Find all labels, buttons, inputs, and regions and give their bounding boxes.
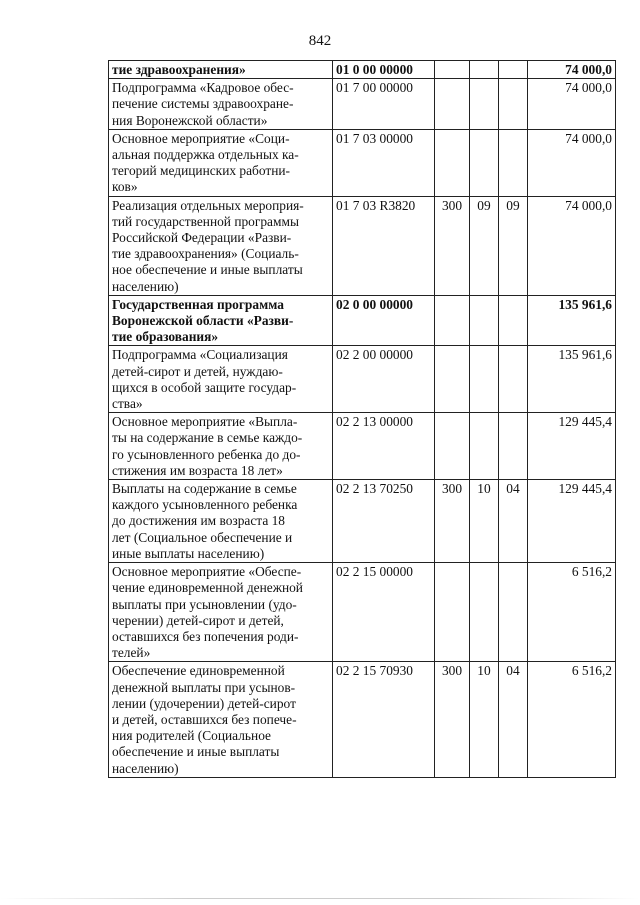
row-code-cell: 02 2 13 70250 <box>333 480 435 563</box>
row-name-text: Реализация отдельных мероприя- тий государственной программы Российской Федерации «Разви- тие здравоохранения» (Социаль- ное обеспечение и иные выплаты населению) <box>112 197 304 294</box>
row-name-cell <box>109 662 333 777</box>
row-subsection-cell <box>499 61 528 79</box>
row-name-text: Основное мероприятие «Обеспе- чение единовременной денежной выплаты при усыновлении (удо- черении) детей-сирот и детей, оставшихся без попечения роди- телей» <box>112 564 303 661</box>
row-section-cell <box>470 346 499 413</box>
row-expense-type-cell <box>435 563 470 662</box>
row-subsection-cell <box>499 79 528 130</box>
row-subsection-cell: 04 <box>499 480 528 563</box>
row-code-cell: 02 2 00 00000 <box>333 346 435 413</box>
row-name-text: Подпрограмма «Социализация детей-сирот и детей, нуждаю- щихся в особой защите государ- ства» <box>112 347 297 412</box>
row-sum-cell: 74 000,0 <box>528 79 616 130</box>
row-name-cell <box>109 295 333 346</box>
row-name-cell <box>109 129 333 196</box>
row-section-cell <box>470 413 499 480</box>
row-code-cell: 01 0 00 00000 <box>333 61 435 79</box>
row-sum-cell: 6 516,2 <box>528 563 616 662</box>
row-name-text: Государственная программа Воронежской области «Разви- тие образования» <box>112 296 294 345</box>
row-expense-type-cell <box>435 295 470 346</box>
row-sum-cell: 135 961,6 <box>528 346 616 413</box>
row-code-cell: 01 7 00 00000 <box>333 79 435 130</box>
table-row <box>109 295 616 346</box>
row-sum-cell: 129 445,4 <box>528 480 616 563</box>
row-expense-type-cell: 300 <box>435 480 470 563</box>
row-sum-cell: 6 516,2 <box>528 662 616 777</box>
row-section-cell: 09 <box>470 196 499 295</box>
row-expense-type-cell <box>435 413 470 480</box>
row-expense-type-cell: 300 <box>435 662 470 777</box>
row-subsection-cell <box>499 413 528 480</box>
row-subsection-cell <box>499 295 528 346</box>
page-number: 842 <box>308 33 332 49</box>
budget-table-body <box>109 61 616 778</box>
table-row <box>109 346 616 413</box>
row-subsection-cell <box>499 346 528 413</box>
row-code-cell: 02 0 00 00000 <box>333 295 435 346</box>
row-section-cell <box>470 295 499 346</box>
table-row <box>109 413 616 480</box>
table-row <box>109 662 616 777</box>
row-subsection-cell: 04 <box>499 662 528 777</box>
row-section-cell: 10 <box>470 662 499 777</box>
row-section-cell <box>470 79 499 130</box>
row-name-text: Основное мероприятие «Соци- альная поддержка отдельных ка- тегорий медицинских работни- ков» <box>112 130 299 195</box>
row-name-cell <box>109 413 333 480</box>
row-section-cell <box>470 61 499 79</box>
row-name-cell <box>109 79 333 130</box>
row-code-cell: 02 2 13 00000 <box>333 413 435 480</box>
row-expense-type-cell <box>435 346 470 413</box>
budget-table <box>108 60 616 778</box>
row-section-cell <box>470 563 499 662</box>
row-code-cell: 02 2 15 70930 <box>333 662 435 777</box>
row-expense-type-cell <box>435 79 470 130</box>
page-bottom-edge <box>0 898 640 899</box>
row-name-cell <box>109 563 333 662</box>
row-expense-type-cell <box>435 129 470 196</box>
row-subsection-cell: 09 <box>499 196 528 295</box>
row-sum-cell: 135 961,6 <box>528 295 616 346</box>
row-name-text: тие здравоохранения» <box>112 62 246 77</box>
row-code-cell: 01 7 03 00000 <box>333 129 435 196</box>
table-row <box>109 563 616 662</box>
row-expense-type-cell <box>435 61 470 79</box>
table-row <box>109 129 616 196</box>
row-name-cell <box>109 196 333 295</box>
row-section-cell <box>470 129 499 196</box>
row-name-cell <box>109 480 333 563</box>
table-row <box>109 196 616 295</box>
row-section-cell: 10 <box>470 480 499 563</box>
row-name-text: Основное мероприятие «Выпла- ты на содержание в семье каждо- го усыновленного ребенка до до- стижения им возраста 18 лет» <box>112 414 303 478</box>
row-code-cell: 02 2 15 00000 <box>333 563 435 662</box>
table-row <box>109 79 616 130</box>
row-name-text: Обеспечение единовременной денежной выплаты при усынов- лении (удочерении) детей-сирот и детей, оставшихся без попече- ния родителей (Социальное обеспечение и иные выплаты населению) <box>112 663 297 776</box>
row-sum-cell: 129 445,4 <box>528 413 616 480</box>
row-name-cell <box>109 61 333 79</box>
row-sum-cell: 74 000,0 <box>528 196 616 295</box>
table-row <box>109 61 616 79</box>
row-expense-type-cell: 300 <box>435 196 470 295</box>
table-row <box>109 480 616 563</box>
row-name-text: Подпрограмма «Кадровое обес- печение системы здравоохране- ния Воронежской области» <box>112 80 294 128</box>
row-code-cell: 01 7 03 R3820 <box>333 196 435 295</box>
row-subsection-cell <box>499 129 528 196</box>
row-sum-cell: 74 000,0 <box>528 129 616 196</box>
row-subsection-cell <box>499 563 528 662</box>
row-name-cell <box>109 346 333 413</box>
row-name-text: Выплаты на содержание в семье каждого усыновленного ребенка до достижения им возраста 18 лет (Социальное обеспечение и иные выплаты населению) <box>112 481 298 561</box>
row-sum-cell: 74 000,0 <box>528 61 616 79</box>
